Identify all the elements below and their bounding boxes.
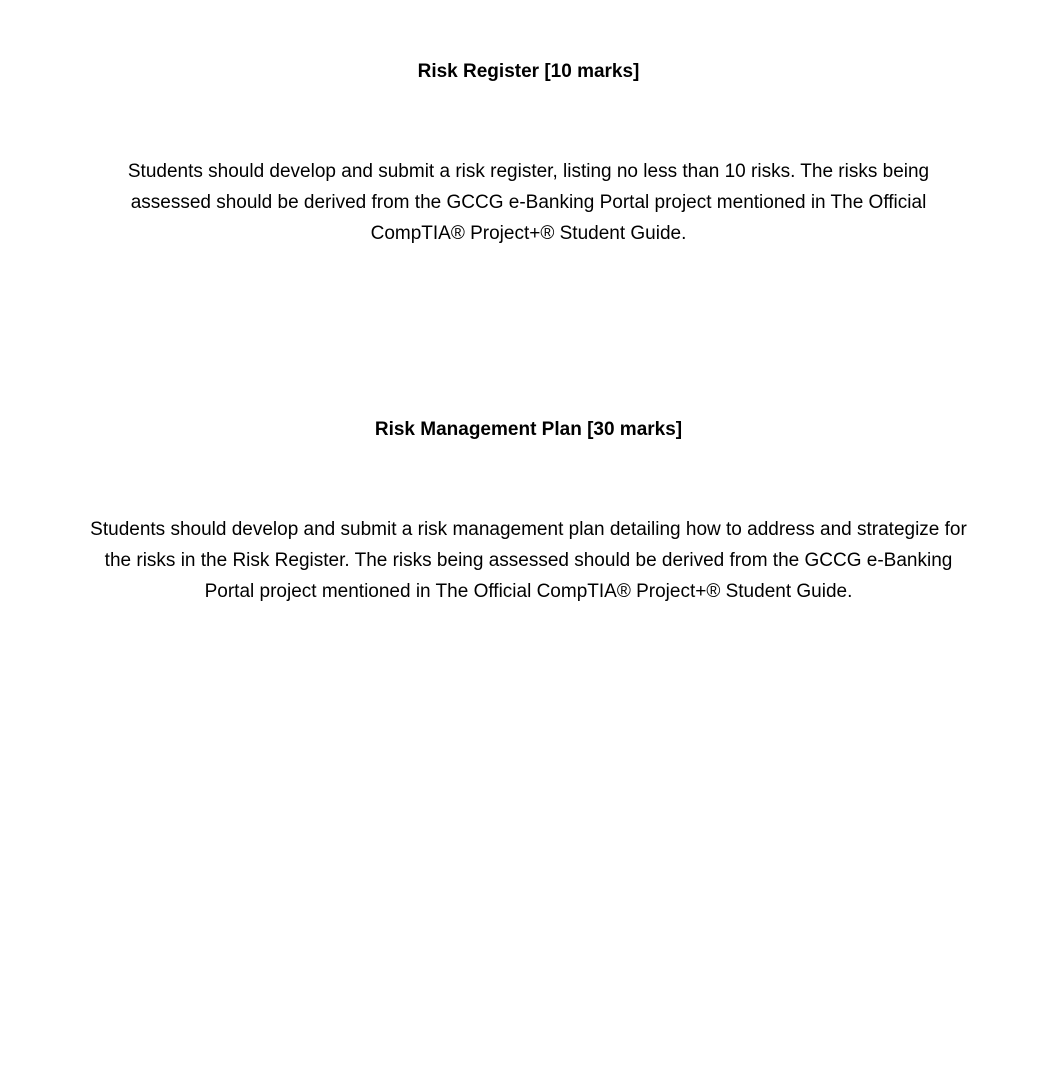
- section-heading-risk-management-plan: Risk Management Plan [30 marks]: [374, 419, 683, 440]
- section-body-risk-register: Students should develop and submit a risk register, listing no less than 10 risks. The risks being assessed should be derived from the GCCG e-Banking Portal project mentioned in The Official CompTIA® Project+® Student Guide.: [127, 161, 930, 244]
- section-heading-risk-register: Risk Register [10 marks]: [417, 61, 640, 82]
- section-body-risk-management-plan: Students should develop and submit a risk management plan detailing how to address and strategize for the risks in the Risk Register. The risks being assessed should be derived from the GCCG e-Banking Portal project mentioned in The Official CompTIA® Project+® Student Guide.: [90, 519, 967, 602]
